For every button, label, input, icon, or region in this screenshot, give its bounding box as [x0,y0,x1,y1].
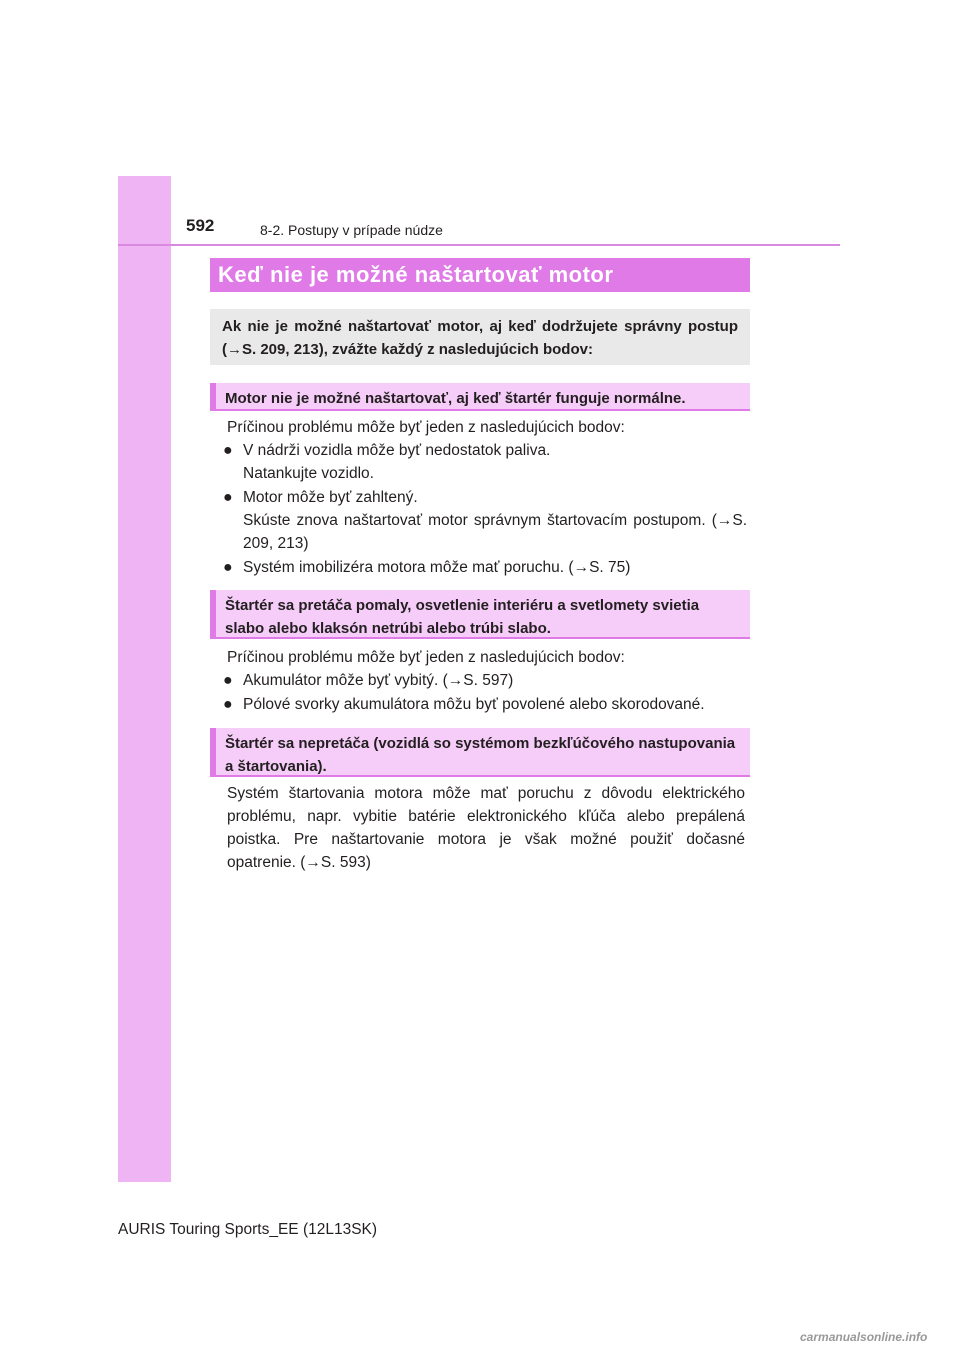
bullet-item [223,439,747,485]
bullet-subtext: Natankujte vozidlo. [243,465,374,482]
lead-text-1: Príčinou problému môže byť jeden z nasledujúcich bodov: [227,419,625,436]
bullet-icon: ● [223,672,233,689]
header-divider [118,244,840,246]
side-color-band [118,176,171,1182]
page-number: 592 [186,216,215,235]
section-title: 8-2. Postupy v prípade núdze [260,222,443,238]
footer-model: AURIS Touring Sports_EE (12L13SK) [118,1221,378,1238]
intro-box: Ak nie je možné naštartovať motor, aj keď dodržujete správny postup (→S. 209, 213), zvážte každý z nasledujúcich bodov: [210,309,750,365]
bullet-item [223,669,747,692]
lead-text-2: Príčinou problému môže byť jeden z nasledujúcich bodov: [227,649,625,666]
sub-heading-3: Štartér sa nepretáča (vozidlá so systémom bezkľúčového nastupovania a štartovania). [210,728,750,777]
bullet-text: Akumulátor môže byť vybitý. (→S. 597) [243,672,514,689]
sub-heading-1: Motor nie je možné naštartovať, aj keď štartér funguje normálne. [210,383,750,411]
bullet-icon: ● [223,696,233,713]
sub-heading-2: Štartér sa pretáča pomaly, osvetlenie interiéru a svetlomety svietia slabo alebo klaksón netrúbi alebo trúbi slabo. [210,590,750,639]
main-heading: Keď nie je možné naštartovať motor [210,258,750,292]
bullet-item [223,556,747,579]
bullet-text: Motor môže byť zahltený. [243,489,418,506]
bullet-item [223,486,747,555]
bullet-text: Pólové svorky akumulátora môžu byť povolené alebo skorodované. [243,696,705,713]
bullet-item [223,693,747,716]
bullet-subtext: Skúste znova naštartovať motor správnym štartovacím postupom. (→S. 209, 213) [243,512,747,552]
bullet-icon: ● [223,489,233,506]
lead-text-3: Systém štartovania motora môže mať poruchu z dôvodu elektrického problému, napr. vybitie batérie elektronického kľúča alebo prepálená poistka. Pre naštartovanie motora je však možné použiť dočasné opatrenie. (→S. 593) [227,785,745,871]
bullet-icon: ● [223,442,233,459]
bullet-text: V nádrži vozidla môže byť nedostatok paliva. [243,442,551,459]
watermark: carmanualsonline.info [800,1330,928,1344]
bullet-icon: ● [223,559,233,576]
bullet-text: Systém imobilizéra motora môže mať poruchu. (→S. 75) [243,559,631,576]
